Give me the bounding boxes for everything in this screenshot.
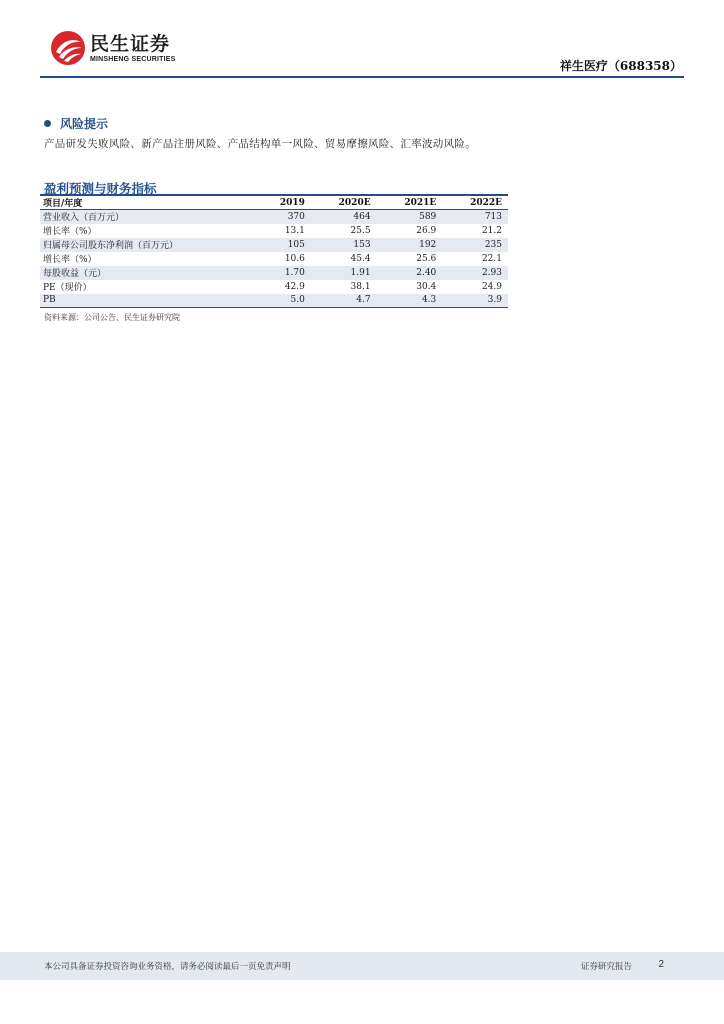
table-row-revenue [40, 210, 508, 224]
table-cell: 22.1 [481, 253, 502, 264]
table-title: 盈利预测与财务指标 [44, 181, 157, 196]
table-cell: 38.1 [350, 281, 371, 292]
table-row-eps [40, 266, 508, 280]
row-label: PE（现价） [43, 283, 92, 293]
logo-name-cn: 民生证券 [90, 32, 171, 55]
header-cell-item: 项目/年度 [40, 195, 255, 210]
header-cell-2020e: 2020E [311, 195, 377, 210]
risk-description: 产品研发失败风险、新产品注册风险、产品结构单一风险、贸易摩擦风险、汇率波动风险。 [44, 138, 476, 150]
table-row-pe [40, 280, 508, 294]
table-cell: 713 [442, 210, 508, 224]
table-cell: 1.91 [311, 266, 377, 280]
table-cell: 105 [255, 238, 310, 252]
header-cell-2022e: 2022E [442, 195, 508, 210]
row-label: 增长率（%） [43, 227, 97, 237]
table-cell: 464 [311, 210, 377, 224]
table-cell: 24.9 [481, 281, 502, 292]
table-cell: 589 [377, 210, 443, 224]
table-cell: 192 [377, 238, 443, 252]
table-cell: 25.5 [350, 225, 371, 236]
document-title: 祥生医疗（688358） [559, 59, 682, 73]
table-row-revenue-growth [40, 224, 508, 238]
table-row-profit-growth [40, 252, 508, 266]
table-cell: 42.9 [284, 281, 305, 292]
table-cell: 25.6 [416, 253, 437, 264]
table-cell: 2.40 [377, 266, 443, 280]
table-cell: 3.9 [442, 294, 508, 308]
table-row-pb [40, 294, 508, 308]
page-number: 2 [658, 959, 664, 970]
table-cell: 235 [442, 238, 508, 252]
table-cell: 5.0 [255, 294, 310, 308]
header-divider [40, 76, 684, 78]
table-cell: 26.9 [416, 225, 437, 236]
table-cell: 370 [255, 210, 310, 224]
financial-table-container [40, 194, 508, 308]
table-cell: 21.2 [481, 225, 502, 236]
footer-disclaimer: 本公司具备证券投资咨询业务资格，请务必阅读最后一页免责声明 [44, 962, 291, 972]
header-cell-2021e: 2021E [377, 195, 443, 210]
table-cell: 4.3 [377, 294, 443, 308]
table-cell: 13.1 [284, 225, 305, 236]
minsheng-logo-icon [50, 30, 86, 66]
risk-section-title: 风险提示 [60, 117, 109, 131]
table-header-row [40, 195, 508, 210]
row-label: PB [40, 294, 255, 308]
table-cell: 1.70 [255, 266, 310, 280]
table-cell: 2.93 [442, 266, 508, 280]
financial-forecast-table [40, 194, 508, 308]
bullet-icon [44, 120, 51, 127]
footer-report-type: 证券研究报告 [580, 962, 632, 972]
table-cell: 10.6 [284, 253, 305, 264]
table-cell: 30.4 [416, 281, 437, 292]
table-source-note: 资料来源：公司公告、民生证券研究院 [44, 313, 180, 322]
row-label: 营业收入（百万元） [40, 210, 255, 224]
company-logo [50, 30, 175, 66]
page-footer [0, 952, 724, 980]
table-cell: 4.7 [311, 294, 377, 308]
logo-name-en: MINSHENG SECURITIES [90, 55, 176, 63]
table-cell: 153 [311, 238, 377, 252]
row-label: 归属母公司股东净利润（百万元） [40, 238, 255, 252]
table-cell: 45.4 [350, 253, 371, 264]
header-cell-2019: 2019 [255, 195, 310, 210]
table-row-net-profit [40, 238, 508, 252]
row-label: 增长率（%） [43, 255, 97, 265]
risk-section-heading [44, 115, 108, 132]
row-label: 每股收益（元） [40, 266, 255, 280]
